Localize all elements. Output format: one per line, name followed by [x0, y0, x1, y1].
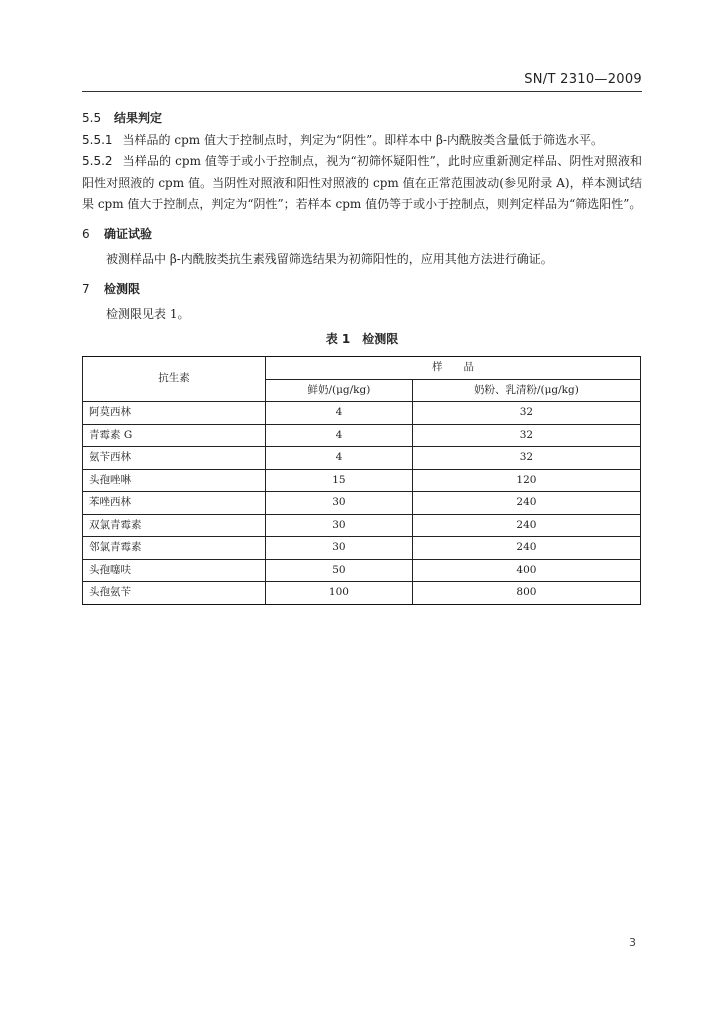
header-rule — [82, 91, 642, 92]
cell-powder: 120 — [412, 469, 640, 492]
clause-text: 当样品的 cpm 值大于控制点时，判定为“阴性”。即样本中 β-内酰胺类含量低于筛选水平。 — [122, 132, 604, 147]
cell-milk: 50 — [266, 559, 413, 582]
cell-milk: 4 — [266, 402, 413, 425]
header-sample: 样 品 — [266, 357, 641, 380]
cell-powder: 400 — [412, 559, 640, 582]
cell-antibiotic: 头孢氨苄 — [83, 582, 266, 605]
cell-antibiotic: 邻氯青霉素 — [83, 537, 266, 560]
cell-antibiotic: 苯唑西林 — [83, 492, 266, 515]
detection-limit-table — [82, 356, 641, 605]
cell-milk: 4 — [266, 447, 413, 470]
table-caption: 表 1 检测限 — [325, 331, 399, 346]
table-body — [83, 402, 641, 605]
section-number: 7 — [82, 281, 90, 296]
cell-powder: 800 — [412, 582, 640, 605]
header-powder: 奶粉、乳清粉/(μg/kg) — [412, 379, 640, 402]
clause-5-5-1 — [82, 130, 642, 152]
cell-powder: 32 — [412, 424, 640, 447]
table-row — [83, 447, 641, 470]
table-row — [83, 559, 641, 582]
cell-antibiotic: 阿莫西林 — [83, 402, 266, 425]
cell-antibiotic: 双氯青霉素 — [83, 514, 266, 537]
clause-number: 5.5.1 — [82, 132, 113, 147]
cell-milk: 4 — [266, 424, 413, 447]
section-title: 检测限 — [104, 281, 141, 296]
cell-antibiotic: 头孢噻呋 — [83, 559, 266, 582]
standard-number: SN/T 2310—2009 — [524, 72, 642, 87]
cell-antibiotic: 氨苄西林 — [83, 447, 266, 470]
section-6-text: 被测样品中 β-内酰胺类抗生素残留筛选结果为初筛阳性的，应用其他方法进行确证。 — [106, 252, 553, 266]
page-number: 3 — [629, 936, 636, 949]
table-row — [83, 424, 641, 447]
table-row — [83, 492, 641, 515]
cell-antibiotic: 青霉素 G — [83, 424, 266, 447]
cell-powder: 32 — [412, 402, 640, 425]
table-row — [83, 582, 641, 605]
document-body — [82, 108, 642, 605]
cell-antibiotic: 头孢唑啉 — [83, 469, 266, 492]
cell-powder: 240 — [412, 492, 640, 515]
header-antibiotic: 抗生素 — [83, 357, 266, 402]
cell-milk: 30 — [266, 514, 413, 537]
section-number: 5.5 — [82, 111, 102, 125]
section-title: 确证试验 — [104, 226, 153, 241]
section-6-heading — [82, 224, 642, 246]
cell-powder: 240 — [412, 514, 640, 537]
table-row — [83, 402, 641, 425]
cell-milk: 15 — [266, 469, 413, 492]
table-row — [83, 469, 641, 492]
cell-milk: 30 — [266, 492, 413, 515]
section-7-heading — [82, 279, 642, 301]
table-row — [83, 537, 641, 560]
clause-number: 5.5.2 — [82, 154, 113, 168]
cell-powder: 32 — [412, 447, 640, 470]
clause-5-5-2 — [82, 151, 642, 216]
section-5-5-heading — [82, 108, 642, 130]
cell-milk: 100 — [266, 582, 413, 605]
cell-milk: 30 — [266, 537, 413, 560]
section-title: 结果判定 — [114, 111, 163, 125]
header-milk: 鲜奶/(μg/kg) — [266, 379, 413, 402]
clause-text: 当样品的 cpm 值等于或小于控制点，视为“初筛怀疑阳性”，此时应重新测定样品、阴性对照液和阳性对照液的 cpm 值。当阴性对照液和阳性对照液的 cpm 值在正常范围波动(参见附录 A)，样本测试结果 cpm 值大于控制点，判定为“阴性”；若样本 cpm 值仍等于或小于控制点，则判定样品为“筛选阳性”。 — [82, 154, 642, 211]
table-row — [83, 514, 641, 537]
cell-powder: 240 — [412, 537, 640, 560]
section-number: 6 — [82, 226, 90, 241]
section-7-text: 检测限见表 1。 — [106, 307, 190, 321]
